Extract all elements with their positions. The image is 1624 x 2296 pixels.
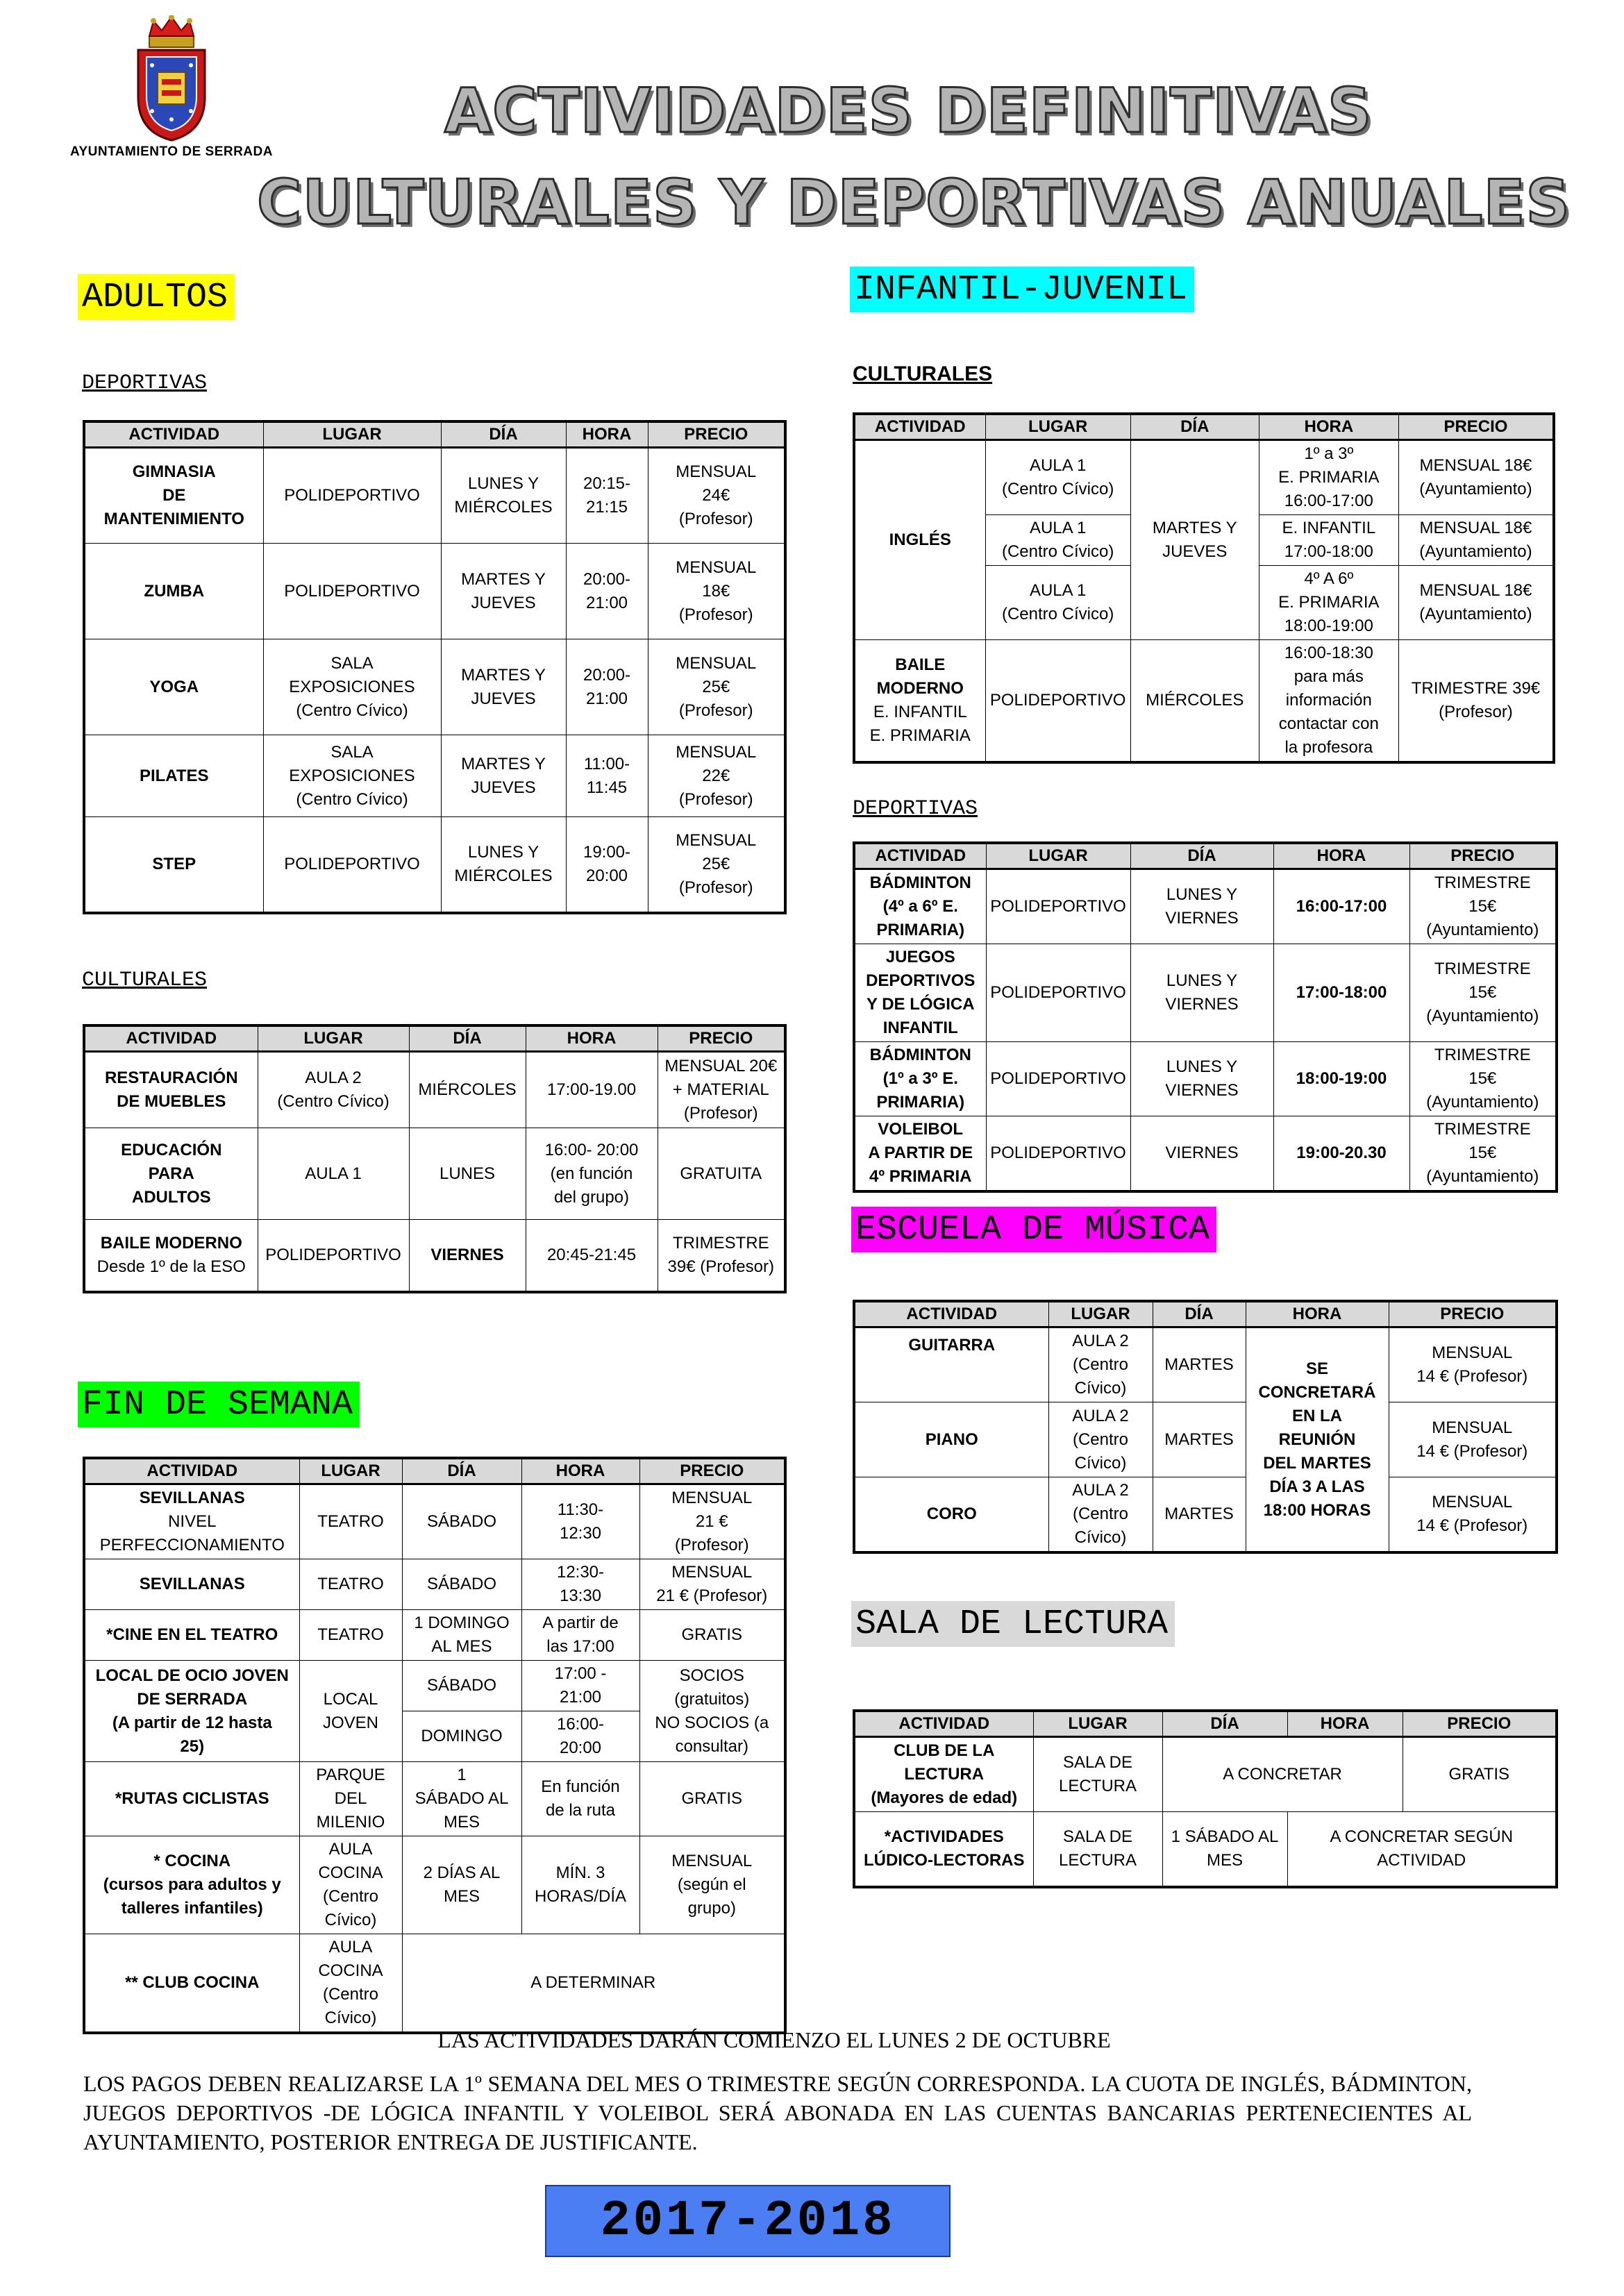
cell-dia: 1 DOMINGO AL MES (402, 1610, 521, 1661)
col-dia: DÍA (1162, 1711, 1287, 1737)
cell-hora: 16:00- 20:00 (521, 1711, 639, 1762)
cell-dia: VIERNES (1130, 1116, 1273, 1192)
town-crest (57, 15, 286, 169)
table-row (854, 944, 1557, 1042)
col-precio: PRECIO (1398, 414, 1554, 440)
cell-actividad-sub: Desde 1º de la ESO (97, 1257, 246, 1276)
cell-precio: GRATIS (639, 1610, 785, 1661)
cell-actividad: VOLEIBOL A PARTIR DE 4º PRIMARIA (854, 1116, 986, 1192)
cell-actividad-sub: E. INFANTIL E. PRIMARIA (869, 703, 971, 745)
cell-precio: TRIMESTRE 15€ (Ayuntamiento) (1409, 869, 1557, 944)
cell-hora: 20:15- 21:15 (566, 448, 648, 544)
cell-hora: 17:00-18:00 (1273, 944, 1409, 1042)
cell-actividad (854, 640, 985, 763)
col-actividad: ACTIVIDAD (84, 421, 263, 448)
col-dia: DÍA (441, 421, 566, 448)
col-lugar: LUGAR (1033, 1711, 1162, 1737)
cell-precio: TRIMESTRE 39€ (Profesor) (1398, 640, 1554, 763)
cell-lugar: SALA EXPOSICIONES (Centro Cívico) (263, 639, 441, 735)
col-precio: PRECIO (1409, 843, 1557, 869)
table-row (854, 1116, 1557, 1192)
infantil-deportivas-table (853, 841, 1558, 1193)
col-lugar: LUGAR (985, 414, 1130, 440)
cell-hora: 16:00- 20:00 (en función del grupo) (526, 1128, 658, 1220)
table-row (84, 1762, 785, 1836)
payment-notice: LOS PAGOS DEBEN REALIZARSE LA 1º SEMANA DEL MES O TRIMESTRE SEGÚN CORRESPONDA. LA CUOTA DE INGLÉS, BÁDMINTON, JUEGOS DEPORTIVOS -DE LÓGICA INFANTIL Y VOLEIBOL SERÁ ABONADA EN LAS CUENTAS BANCARIAS PERTENECIENTES AL AYUNTAMIENTO, POSTERIOR ENTREGA DE JUSTIFICANTE. (83, 2071, 1472, 2154)
table-row (854, 1327, 1557, 1402)
cell-actividad: CORO (854, 1477, 1048, 1553)
cell-hora: 18:00-19:00 (1273, 1042, 1409, 1116)
cell-dia: LUNES Y MIÉRCOLES (441, 817, 566, 913)
infantil-heading: INFANTIL-JUVENIL (850, 267, 1194, 312)
cell-lugar: AULA 1 (Centro Cívico) (985, 440, 1130, 515)
cell-precio: SOCIOS (gratuitos) NO SOCIOS (a consultar) (639, 1661, 785, 1762)
cell-lugar: POLIDEPORTIVO (263, 817, 441, 913)
cell-dia-hora: A CONCRETAR (1162, 1737, 1403, 1812)
cell-lugar: AULA COCINA (Centro Cívico) (299, 1836, 402, 1934)
cell-lugar: AULA 2 (Centro Cívico) (1048, 1327, 1153, 1402)
cell-hora: 16:00-17:00 (1273, 869, 1409, 944)
cell-precio: MENSUAL 14 € (Profesor) (1389, 1402, 1557, 1477)
table-row (84, 1484, 785, 1559)
cell-merged: A DETERMINAR (402, 1934, 785, 2034)
table-row (854, 1812, 1557, 1887)
cell-hora-precio: A CONCRETAR SEGÚN ACTIVIDAD (1287, 1812, 1557, 1887)
cell-actividad: *RUTAS CICLISTAS (84, 1762, 299, 1836)
col-actividad: ACTIVIDAD (84, 1458, 299, 1484)
cell-hora: 11:00- 11:45 (566, 735, 648, 817)
finde-table (83, 1457, 787, 2034)
cell-precio: TRIMESTRE 39€ (Profesor) (658, 1220, 785, 1292)
cell-lugar: AULA 2 (Centro Cívico) (258, 1052, 409, 1128)
cell-dia: SÁBADO (402, 1559, 521, 1610)
cell-dia: LUNES Y VIERNES (1130, 944, 1273, 1042)
cell-dia: SÁBADO (402, 1661, 521, 1711)
cell-hora: 20:45-21:45 (526, 1220, 658, 1292)
cell-actividad (84, 1484, 299, 1559)
lectura-table (853, 1709, 1558, 1888)
table-row (854, 1737, 1557, 1812)
cell-hora: 12:30- 13:30 (521, 1559, 639, 1610)
cell-hora: 20:00- 21:00 (566, 544, 648, 639)
cell-lugar: PARQUE DEL MILENIO (299, 1762, 402, 1836)
cell-actividad: GUITARRA (854, 1327, 1048, 1402)
cell-dia: DOMINGO (402, 1711, 521, 1762)
infantil-culturales-label: CULTURALES (853, 362, 993, 385)
cell-lugar: AULA 1 (Centro Cívico) (985, 515, 1130, 566)
table-row (84, 1220, 785, 1292)
cell-actividad: RESTAURACIÓN DE MUEBLES (84, 1052, 258, 1128)
col-precio: PRECIO (1403, 1711, 1557, 1737)
col-actividad: ACTIVIDAD (854, 1301, 1048, 1327)
cell-lugar: TEATRO (299, 1559, 402, 1610)
col-precio: PRECIO (1389, 1301, 1557, 1327)
infantil-deportivas-label: DEPORTIVAS (853, 797, 978, 821)
col-dia: DÍA (1153, 1301, 1246, 1327)
page-title-line1: ACTIVIDADES DEFINITIVAS (444, 75, 1373, 146)
finde-heading: FIN DE SEMANA (78, 1382, 360, 1427)
table-row (84, 448, 785, 544)
musica-table (853, 1300, 1558, 1554)
adultos-culturales-label: CULTURALES (82, 969, 208, 992)
col-actividad: ACTIVIDAD (84, 1025, 258, 1052)
table-row (84, 544, 785, 639)
col-hora: HORA (566, 421, 648, 448)
cell-precio: MENSUAL 14 € (Profesor) (1389, 1327, 1557, 1402)
cell-dia: MARTES (1153, 1477, 1246, 1553)
table-row (84, 1610, 785, 1661)
cell-lugar: POLIDEPORTIVO (986, 1042, 1130, 1116)
cell-actividad: GIMNASIA DE MANTENIMIENTO (84, 448, 263, 544)
cell-actividad: INGLÉS (854, 440, 985, 640)
col-hora: HORA (1259, 414, 1398, 440)
table-row (854, 640, 1554, 763)
col-hora: HORA (1273, 843, 1409, 869)
cell-hora: MÍN. 3 HORAS/DÍA (521, 1836, 639, 1934)
cell-hora: En función de la ruta (521, 1762, 639, 1836)
cell-dia: LUNES Y MIÉRCOLES (441, 448, 566, 544)
table-row (84, 735, 785, 817)
adultos-culturales-table (83, 1024, 787, 1293)
cell-precio: MENSUAL 18€ (Ayuntamiento) (1398, 515, 1554, 566)
cell-lugar: AULA 2 (Centro Cívico) (1048, 1477, 1153, 1553)
cell-dia: MARTES Y JUEVES (441, 639, 566, 735)
cell-hora: E. INFANTIL 17:00-18:00 (1259, 515, 1398, 566)
table-row (854, 1042, 1557, 1116)
cell-actividad-title: SEVILLANAS (139, 1489, 245, 1507)
col-actividad: ACTIVIDAD (854, 1711, 1033, 1737)
col-hora: HORA (526, 1025, 658, 1052)
col-lugar: LUGAR (258, 1025, 409, 1052)
cell-precio: MENSUAL 14 € (Profesor) (1389, 1477, 1557, 1553)
table-row (854, 440, 1554, 515)
cell-precio: MENSUAL 25€ (Profesor) (648, 817, 785, 913)
col-dia: DÍA (1130, 414, 1259, 440)
cell-actividad: CLUB DE LA LECTURA (Mayores de edad) (854, 1737, 1033, 1812)
table-row (854, 1402, 1557, 1477)
col-dia: DÍA (409, 1025, 526, 1052)
col-hora: HORA (1287, 1711, 1403, 1737)
cell-precio: MENSUAL 18€ (Ayuntamiento) (1398, 566, 1554, 640)
cell-dia: LUNES Y VIERNES (1130, 869, 1273, 944)
col-precio: PRECIO (648, 421, 785, 448)
cell-lugar: POLIDEPORTIVO (986, 944, 1130, 1042)
cell-precio: MENSUAL 25€ (Profesor) (648, 639, 785, 735)
col-actividad: ACTIVIDAD (854, 414, 985, 440)
cell-actividad: *CINE EN EL TEATRO (84, 1610, 299, 1661)
cell-actividad: PILATES (84, 735, 263, 817)
cell-lugar: SALA DE LECTURA (1033, 1812, 1162, 1887)
cell-precio: TRIMESTRE 15€ (Ayuntamiento) (1409, 1042, 1557, 1116)
cell-dia: MARTES Y JUEVES (441, 735, 566, 817)
cell-precio: GRATUITA (658, 1128, 785, 1220)
col-hora: HORA (1246, 1301, 1389, 1327)
table-row (84, 1559, 785, 1610)
cell-dia: SÁBADO (402, 1484, 521, 1559)
cell-lugar: POLIDEPORTIVO (263, 544, 441, 639)
cell-precio: TRIMESTRE 15€ (Ayuntamiento) (1409, 1116, 1557, 1192)
col-actividad: ACTIVIDAD (854, 843, 986, 869)
cell-actividad: ZUMBA (84, 544, 263, 639)
cell-lugar: POLIDEPORTIVO (985, 640, 1130, 763)
cell-actividad: *ACTIVIDADES LÚDICO-LECTORAS (854, 1812, 1033, 1887)
start-date-notice: LAS ACTIVIDADES DARÁN COMIENZO EL LUNES 2 DE OCTUBRE (437, 2027, 1111, 2052)
table-row (84, 1052, 785, 1128)
cell-dia: MARTES (1153, 1327, 1246, 1402)
table-row (84, 1836, 785, 1934)
cell-lugar: SALA DE LECTURA (1033, 1737, 1162, 1812)
cell-actividad: BÁDMINTON (4º a 6º E. PRIMARIA) (854, 869, 986, 944)
coat-of-arms-icon (130, 15, 213, 142)
cell-actividad: JUEGOS DEPORTIVOS Y DE LÓGICA INFANTIL (854, 944, 986, 1042)
cell-precio: MENSUAL 18€ (Ayuntamiento) (1398, 440, 1554, 515)
cell-dia: LUNES Y VIERNES (1130, 1042, 1273, 1116)
col-lugar: LUGAR (263, 421, 441, 448)
cell-lugar: AULA 2 (Centro Cívico) (1048, 1402, 1153, 1477)
table-row (84, 1128, 785, 1220)
col-lugar: LUGAR (299, 1458, 402, 1484)
lectura-heading: SALA DE LECTURA (851, 1601, 1175, 1647)
cell-lugar: POLIDEPORTIVO (986, 1116, 1130, 1192)
cell-lugar: AULA COCINA (Centro Cívico) (299, 1934, 402, 2034)
cell-actividad-sub: (cursos para adultos y talleres infantiles) (103, 1875, 281, 1918)
table-row (854, 869, 1557, 944)
cell-precio: MENSUAL 21 € (Profesor) (639, 1559, 785, 1610)
cell-dia: MARTES (1153, 1402, 1246, 1477)
cell-hora: 4º A 6º E. PRIMARIA 18:00-19:00 (1259, 566, 1398, 640)
cell-precio: MENSUAL 20€ + MATERIAL (Profesor) (658, 1052, 785, 1128)
adultos-deportivas-label: DEPORTIVAS (82, 371, 208, 395)
cell-precio: MENSUAL 21 € (Profesor) (639, 1484, 785, 1559)
infantil-culturales-table (853, 412, 1555, 764)
cell-hora: 19:00-20.30 (1273, 1116, 1409, 1192)
cell-hora: SE CONCRETARÁ EN LA REUNIÓN DEL MARTES DÍA 3 A LAS 18:00 HORAS (1246, 1327, 1389, 1553)
col-precio: PRECIO (639, 1458, 785, 1484)
cell-actividad: BÁDMINTON (1º a 3º E. PRIMARIA) (854, 1042, 986, 1116)
table-row (84, 1934, 785, 2034)
cell-hora: 17:00 - 21:00 (521, 1661, 639, 1711)
cell-lugar: TEATRO (299, 1484, 402, 1559)
cell-dia: LUNES (409, 1128, 526, 1220)
season-year-badge: 2017-2018 (545, 2185, 951, 2257)
col-precio: PRECIO (658, 1025, 785, 1052)
cell-hora: 20:00- 21:00 (566, 639, 648, 735)
cell-dia: 1 SÁBADO AL MES (402, 1762, 521, 1836)
cell-actividad: EDUCACIÓN PARA ADULTOS (84, 1128, 258, 1220)
table-row (84, 639, 785, 735)
table-row (84, 817, 785, 913)
cell-dia: 1 SÁBADO AL MES (1162, 1812, 1287, 1887)
cell-lugar: AULA 1 (Centro Cívico) (985, 566, 1130, 640)
cell-precio: GRATIS (1403, 1737, 1557, 1812)
cell-precio: MENSUAL 24€ (Profesor) (648, 448, 785, 544)
cell-lugar: LOCAL JOVEN (299, 1661, 402, 1762)
town-name: AYUNTAMIENTO DE SERRADA (70, 144, 273, 159)
cell-dia: MARTES Y JUEVES (441, 544, 566, 639)
cell-lugar: POLIDEPORTIVO (986, 869, 1130, 944)
cell-lugar: POLIDEPORTIVO (263, 448, 441, 544)
adultos-heading: ADULTOS (78, 274, 235, 320)
col-dia: DÍA (402, 1458, 521, 1484)
page-title-line2: CULTURALES Y DEPORTIVAS ANUALES (257, 167, 1571, 238)
cell-dia: MARTES Y JUEVES (1130, 440, 1259, 640)
cell-actividad: STEP (84, 817, 263, 913)
cell-lugar: SALA EXPOSICIONES (Centro Cívico) (263, 735, 441, 817)
cell-actividad (84, 1836, 299, 1934)
col-dia: DÍA (1130, 843, 1273, 869)
cell-precio: MENSUAL 18€ (Profesor) (648, 544, 785, 639)
musica-heading: ESCUELA DE MÚSICA (851, 1207, 1216, 1252)
col-hora: HORA (521, 1458, 639, 1484)
cell-dia: 2 DÍAS AL MES (402, 1836, 521, 1934)
table-row (854, 1477, 1557, 1553)
cell-precio: MENSUAL 22€ (Profesor) (648, 735, 785, 817)
cell-precio: GRATIS (639, 1762, 785, 1836)
table-row (84, 1661, 785, 1711)
cell-hora: 19:00- 20:00 (566, 817, 648, 913)
cell-dia: MIÉRCOLES (409, 1052, 526, 1128)
cell-actividad-title: BAILE MODERNO (876, 655, 964, 698)
col-lugar: LUGAR (986, 843, 1130, 869)
cell-actividad: PIANO (854, 1402, 1048, 1477)
cell-actividad (84, 1220, 258, 1292)
cell-actividad-sub: NIVEL PERFECCIONAMIENTO (99, 1512, 285, 1555)
cell-dia: MIÉRCOLES (1130, 640, 1259, 763)
adultos-deportivas-table (83, 420, 787, 914)
cell-actividad-title: BAILE MODERNO (100, 1233, 242, 1252)
cell-dia: VIERNES (409, 1220, 526, 1292)
cell-hora: 11:30- 12:30 (521, 1484, 639, 1559)
cell-lugar: TEATRO (299, 1610, 402, 1661)
cell-precio: TRIMESTRE 15€ (Ayuntamiento) (1409, 944, 1557, 1042)
cell-actividad: SEVILLANAS (84, 1559, 299, 1610)
cell-actividad: YOGA (84, 639, 263, 735)
cell-actividad: ** CLUB COCINA (84, 1934, 299, 2034)
cell-hora: A partir de las 17:00 (521, 1610, 639, 1661)
col-lugar: LUGAR (1048, 1301, 1153, 1327)
cell-hora: 16:00-18:30 para más información contactar con la profesora (1259, 640, 1398, 763)
cell-lugar: POLIDEPORTIVO (258, 1220, 409, 1292)
cell-hora: 17:00-19.00 (526, 1052, 658, 1128)
cell-precio: MENSUAL (según el grupo) (639, 1836, 785, 1934)
cell-hora: 1º a 3º E. PRIMARIA 16:00-17:00 (1259, 440, 1398, 515)
cell-lugar: AULA 1 (258, 1128, 409, 1220)
cell-actividad: LOCAL DE OCIO JOVEN DE SERRADA (A partir de 12 hasta 25) (84, 1661, 299, 1762)
cell-actividad-title: * COCINA (153, 1852, 231, 1870)
